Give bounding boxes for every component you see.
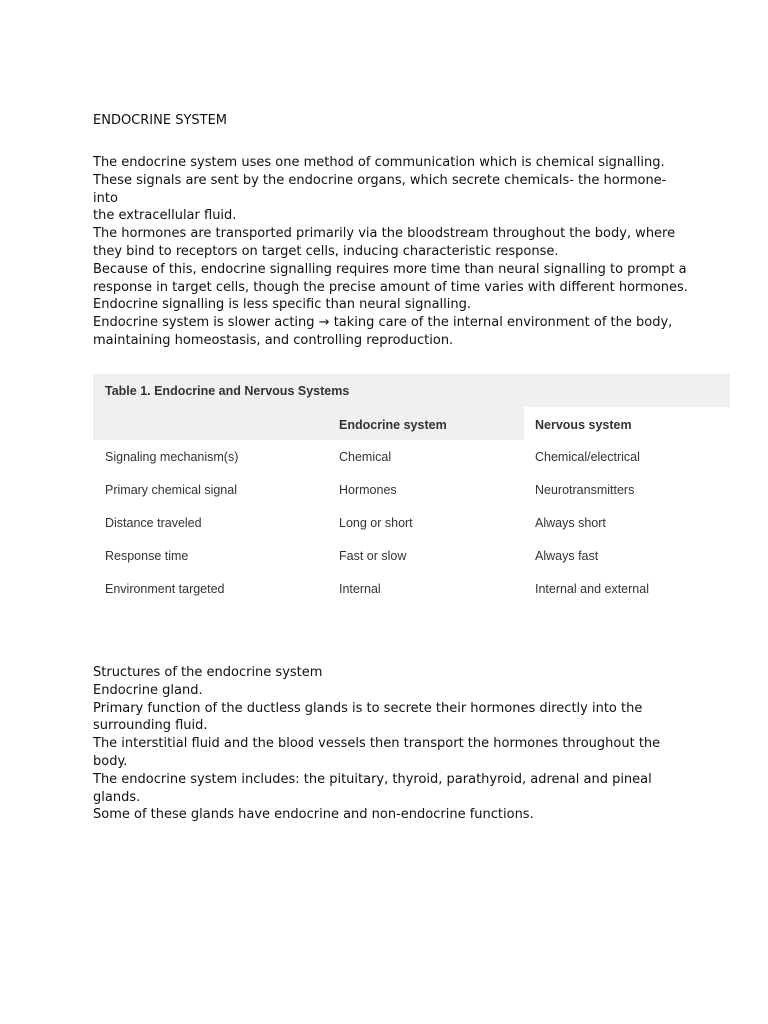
header-cell-nervous: Nervous system — [535, 418, 632, 432]
row-label: Signaling mechanism(s) — [105, 449, 239, 464]
row-label: Distance traveled — [105, 515, 202, 530]
nervous-value: Always fast — [535, 548, 599, 563]
row-label: Primary chemical signal — [105, 482, 237, 497]
nervous-value: Neurotransmitters — [535, 482, 635, 497]
document-title: ENDOCRINE SYSTEM — [93, 113, 228, 128]
table-row — [93, 473, 730, 506]
structures-paragraph: Structures of the endocrine system Endocrine gland. Primary function of the ductless glands is to secrete their hormones directly into the surrounding fluid. The interstitial fluid and the blood vessels then transport the hormones throughout the body. The endocrine system includes: the pituitary, thyroid, parathyroid, adrenal and pineal glands. Some of these glands have endocrine and non-endocrine functions. — [93, 665, 661, 823]
nervous-value: Chemical/electrical — [535, 449, 640, 464]
intro-paragraph: The endocrine system uses one method of communication which is chemical signalling. These signals are sent by the endocrine organs, which secrete chemicals- the hormone- into the extracellular fluid. The hormones are transported primarily via the bloodstream throughout the body, where they bind to receptors on target cells, inducing characteristic response. Because of this, endocrine signalling requires more time than neural signalling to prompt a response in target cells, though the precise amount of time varies with different hormones. Endocrine signalling is less specific than neural signalling. Endocrine system is slower acting → taking care of the internal environment of the body, maintaining homeostasis, and controlling reproduction. — [93, 155, 688, 348]
row-label: Response time — [105, 548, 189, 563]
nervous-value: Internal and external — [535, 581, 649, 596]
table-row — [93, 506, 730, 539]
nervous-value: Always short — [535, 515, 606, 530]
table-caption: Table 1. Endocrine and Nervous Systems — [93, 374, 730, 407]
endocrine-value: Fast or slow — [339, 548, 407, 563]
table-row — [93, 539, 730, 572]
table-row — [93, 572, 730, 605]
header-cell-endocrine: Endocrine system — [327, 407, 524, 440]
endocrine-value: Internal — [339, 581, 381, 596]
row-label: Environment targeted — [105, 581, 225, 596]
endocrine-value: Hormones — [339, 482, 397, 497]
table-row — [93, 440, 730, 473]
header-cell-empty — [93, 407, 327, 440]
comparison-table — [93, 374, 730, 605]
table-header-row — [93, 407, 730, 440]
endocrine-value: Long or short — [339, 515, 413, 530]
endocrine-value: Chemical — [339, 449, 392, 464]
